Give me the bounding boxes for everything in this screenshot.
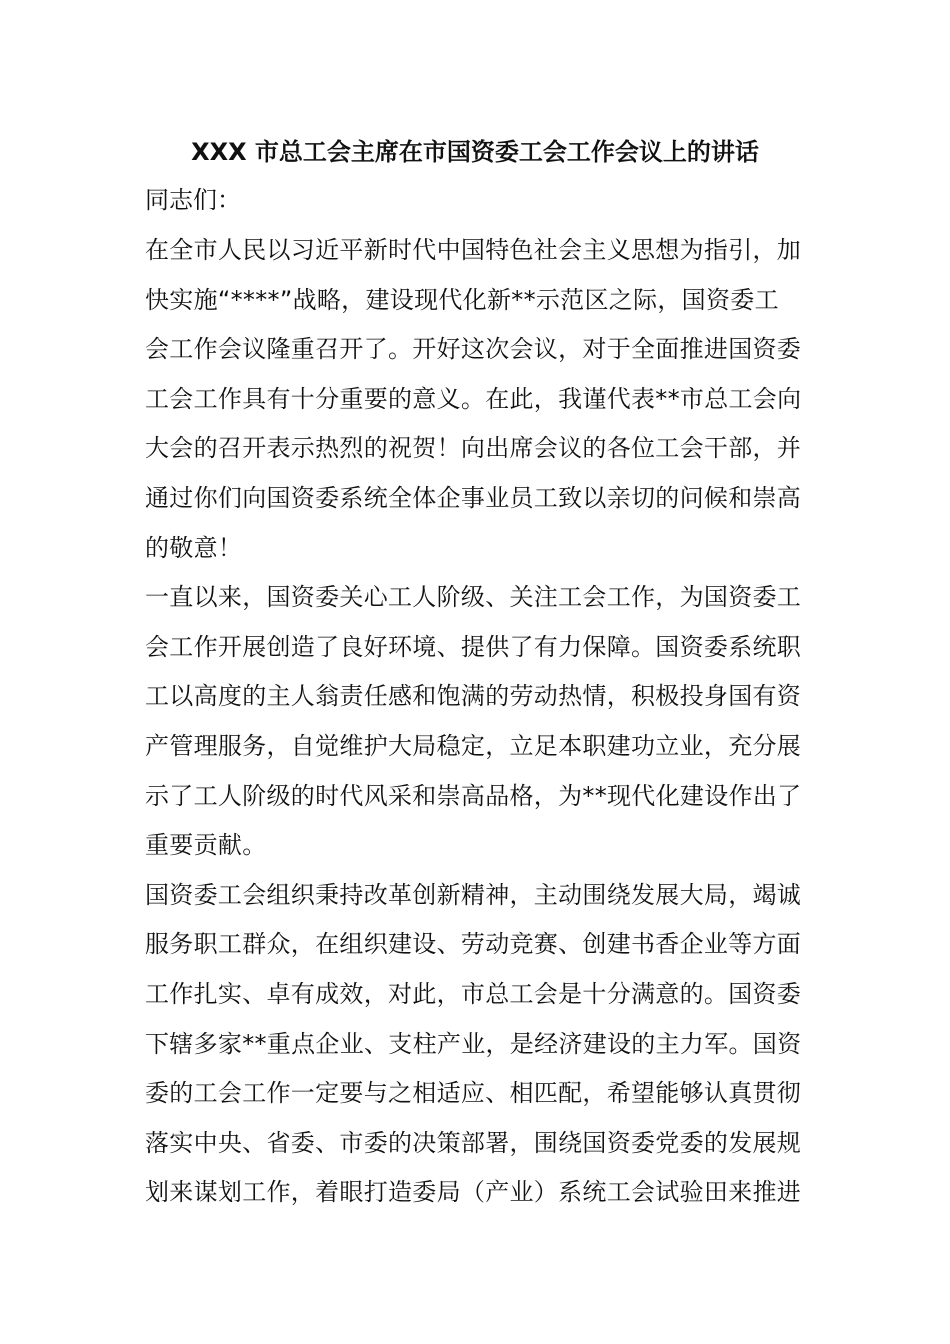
body-line: 下辖多家**重点企业、支柱产业，是经济建设的主力军。国资	[145, 1029, 802, 1058]
salutation: 同志们：	[145, 186, 241, 214]
document-title: XXX 市总工会主席在市国资委工会工作会议上的讲话	[191, 138, 759, 166]
body-line: 会工作会议隆重召开了。开好这次会议，对于全面推进国资委	[145, 335, 802, 364]
body-line: 工以高度的主人翁责任感和饱满的劳动热情，积极投身国有资	[145, 682, 802, 711]
body-line: 的敬意！	[145, 533, 243, 562]
body-line: 工会工作具有十分重要的意义。在此，我谨代表**市总工会向	[145, 384, 802, 413]
body-line: 重要贡献。	[145, 831, 267, 860]
body-line: 示了工人阶级的时代风采和崇高品格，为**现代化建设作出了	[145, 781, 802, 810]
body-line: 一直以来，国资委关心工人阶级、关注工会工作，为国资委工	[145, 583, 802, 612]
body-line: 落实中央、省委、市委的决策部署，围绕国资委党委的发展规	[145, 1128, 802, 1157]
body-line: 通过你们向国资委系统全体企事业员工致以亲切的问候和崇高	[145, 483, 802, 512]
body-line: 工作扎实、卓有成效，对此，市总工会是十分满意的。国资委	[145, 979, 802, 1008]
body-line: 划来谋划工作，着眼打造委局（产业）系统工会试验田来推进	[145, 1178, 802, 1207]
body-line: 在全市人民以习近平新时代中国特色社会主义思想为指引，加	[145, 236, 802, 264]
body-line: 大会的召开表示热烈的祝贺！向出席会议的各位工会干部，并	[145, 434, 802, 463]
document-body	[145, 230, 810, 1222]
body-line: 委的工会工作一定要与之相适应、相匹配，希望能够认真贯彻	[145, 1079, 802, 1108]
body-line: 产管理服务，自觉维护大局稳定，立足本职建功立业，充分展	[145, 731, 802, 760]
body-line: 快实施“****”战略，建设现代化新**示范区之际，国资委工	[145, 285, 779, 314]
body-line: 会工作开展创造了良好环境、提供了有力保障。国资委系统职	[145, 632, 802, 661]
body-line: 服务职工群众，在组织建设、劳动竞赛、创建书香企业等方面	[145, 930, 802, 959]
body-line: 国资委工会组织秉持改革创新精神，主动围绕发展大局，竭诚	[145, 880, 802, 909]
